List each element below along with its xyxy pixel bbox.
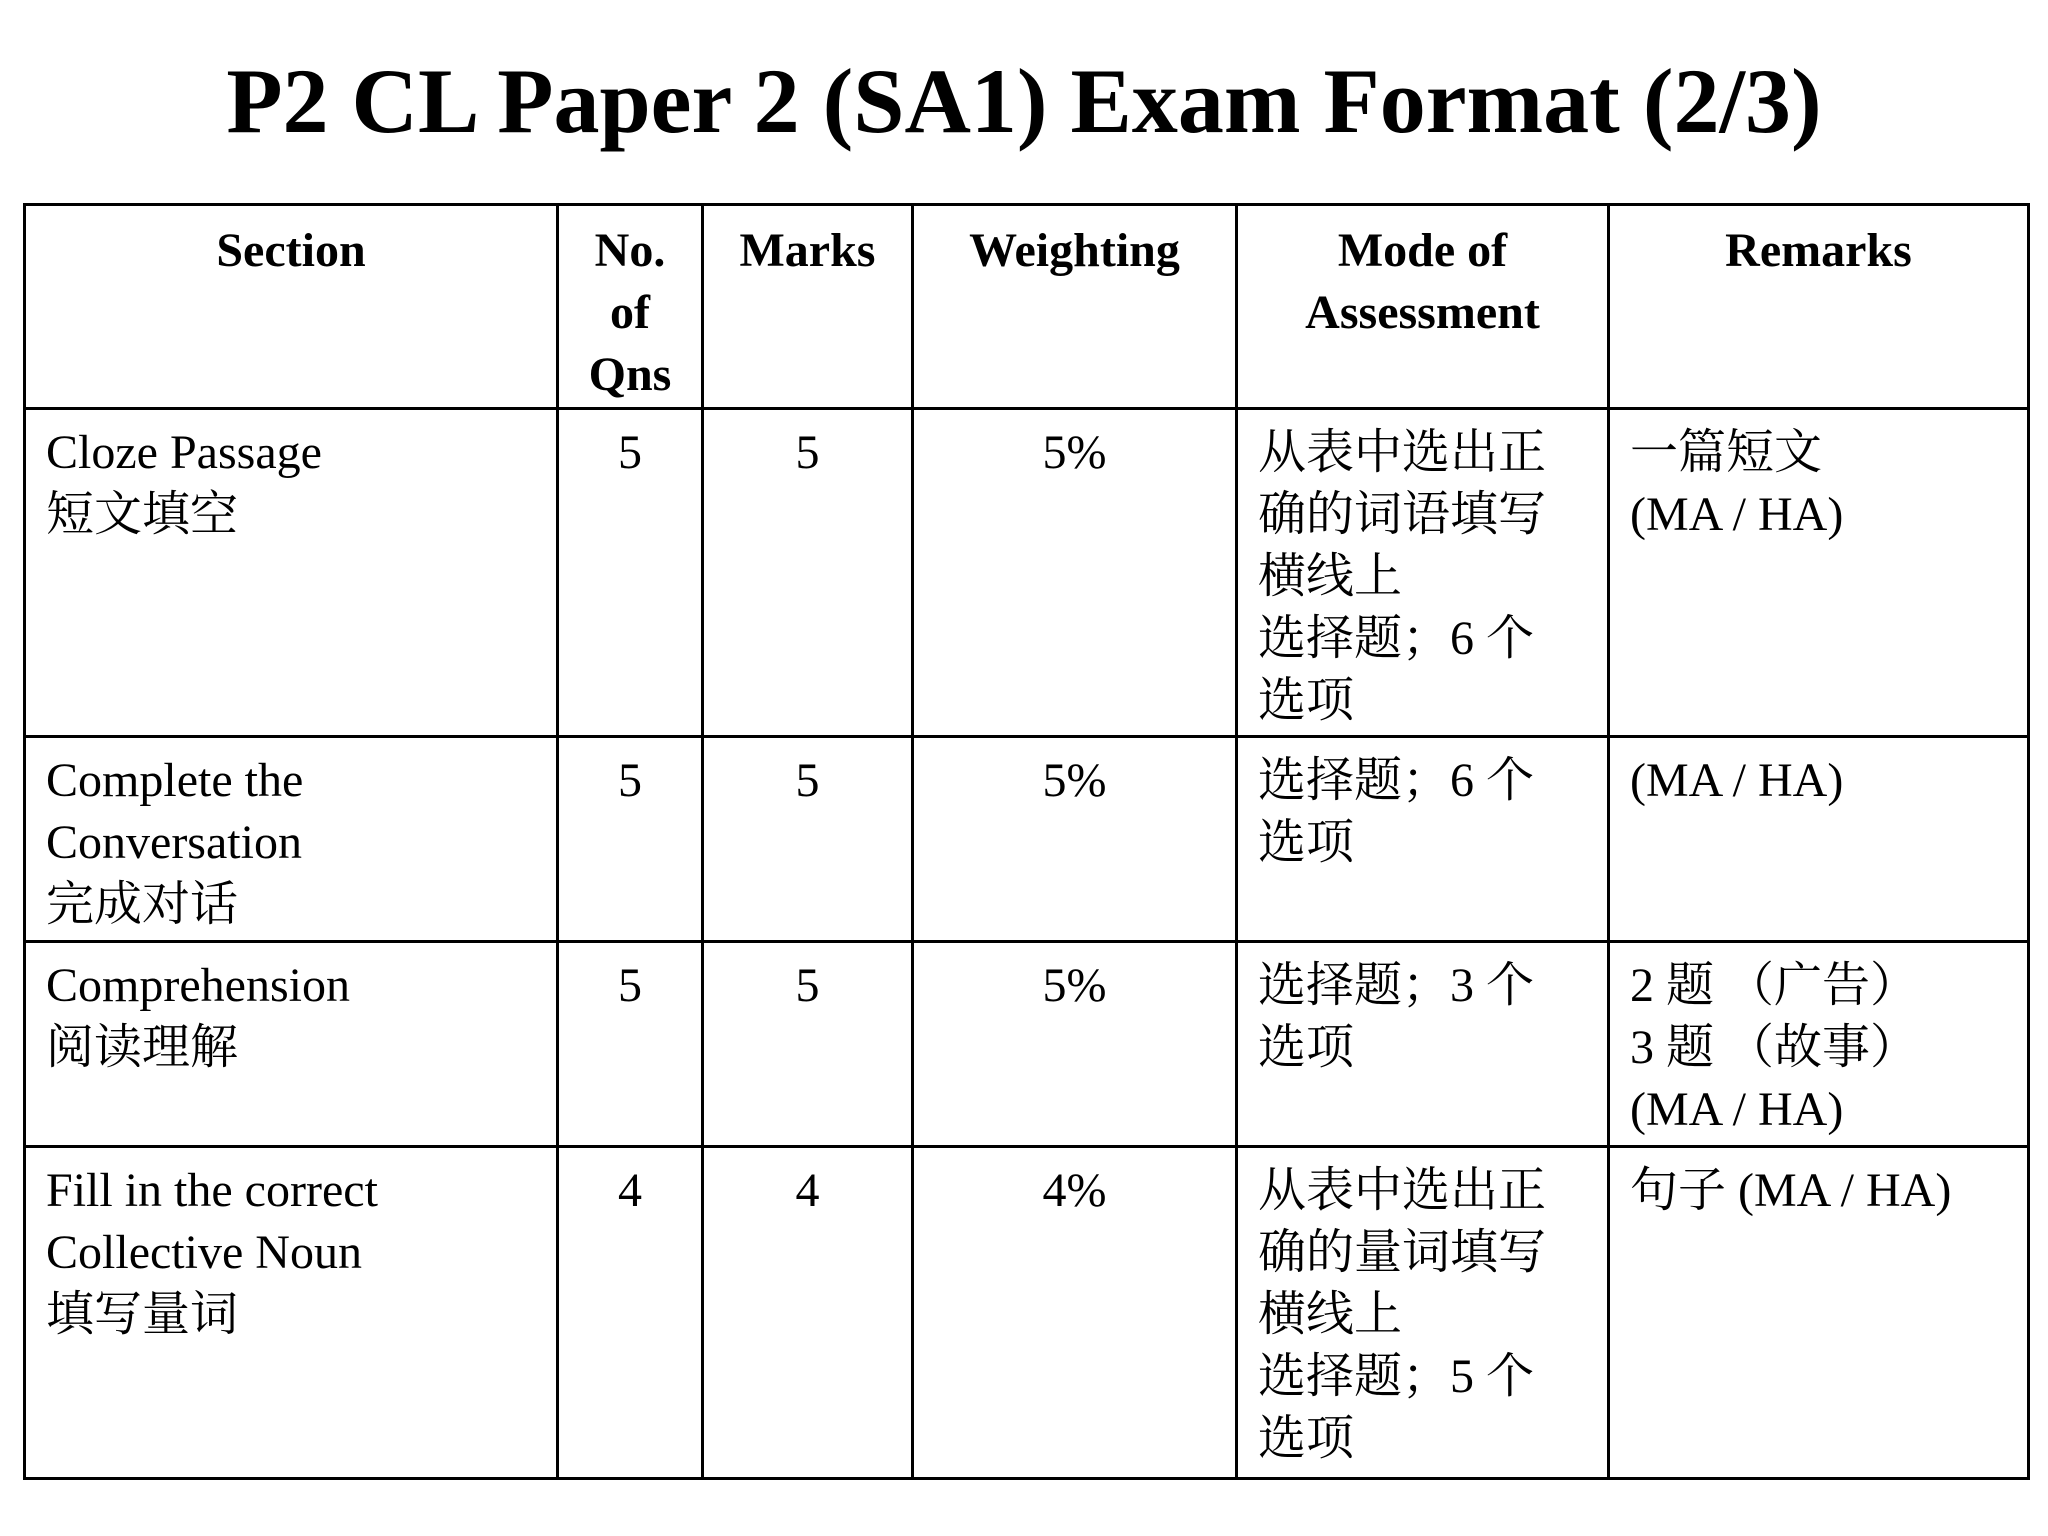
cell-weighting: 5% <box>913 942 1237 1147</box>
cell-section: Cloze Passage 短文填空 <box>25 409 558 737</box>
cell-section: Complete the Conversation 完成对话 <box>25 737 558 942</box>
table-row <box>25 1147 2029 1479</box>
header-no-of-qns: No. of Qns <box>558 205 703 409</box>
header-section: Section <box>25 205 558 409</box>
cell-section: Fill in the correct Collective Noun 填写量词 <box>25 1147 558 1479</box>
cell-remarks: 句子 (MA / HA) <box>1609 1147 2029 1479</box>
cell-marks: 5 <box>703 942 913 1147</box>
table-row <box>25 409 2029 737</box>
header-weighting: Weighting <box>913 205 1237 409</box>
cell-mode: 选择题；3 个 选项 <box>1237 942 1609 1147</box>
cell-mode: 从表中选出正 确的词语填写 横线上 选择题；6 个 选项 <box>1237 409 1609 737</box>
cell-qns: 5 <box>558 409 703 737</box>
exam-format-table <box>23 203 2030 1480</box>
cell-remarks: 一篇短文 (MA / HA) <box>1609 409 2029 737</box>
cell-section: Comprehension 阅读理解 <box>25 942 558 1147</box>
cell-marks: 5 <box>703 409 913 737</box>
cell-weighting: 5% <box>913 737 1237 942</box>
cell-qns: 4 <box>558 1147 703 1479</box>
header-mode-of-assessment: Mode of Assessment <box>1237 205 1609 409</box>
cell-marks: 4 <box>703 1147 913 1479</box>
table-row <box>25 942 2029 1147</box>
table-row <box>25 737 2029 942</box>
header-marks: Marks <box>703 205 913 409</box>
cell-qns: 5 <box>558 737 703 942</box>
table-header-row <box>25 205 2029 409</box>
cell-weighting: 5% <box>913 409 1237 737</box>
page-title: P2 CL Paper 2 (SA1) Exam Format (2/3) <box>226 50 1822 152</box>
cell-remarks: (MA / HA) <box>1609 737 2029 942</box>
cell-marks: 5 <box>703 737 913 942</box>
cell-qns: 5 <box>558 942 703 1147</box>
cell-weighting: 4% <box>913 1147 1237 1479</box>
cell-mode: 从表中选出正 确的量词填写 横线上 选择题；5 个 选项 <box>1237 1147 1609 1479</box>
cell-mode: 选择题；6 个 选项 <box>1237 737 1609 942</box>
cell-remarks: 2 题 （广告） 3 题 （故事） (MA / HA) <box>1609 942 2029 1147</box>
header-remarks: Remarks <box>1609 205 2029 409</box>
